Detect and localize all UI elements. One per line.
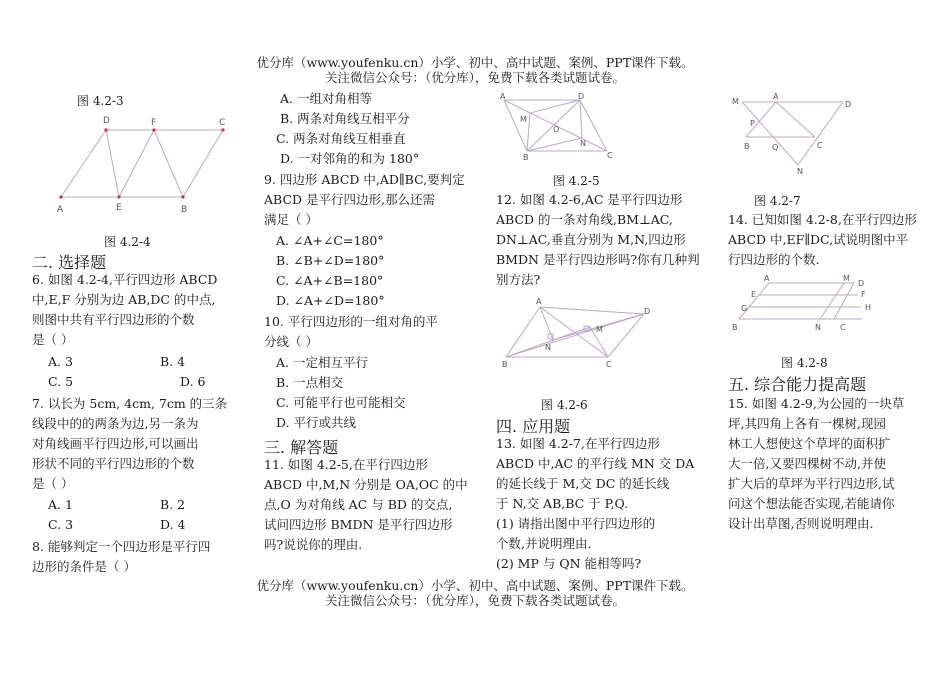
option-b: B. 两条对角线互相平分 (280, 111, 410, 126)
option-c: C. 可能平行也可能相交 (276, 395, 406, 410)
label-P: P (750, 119, 755, 128)
option-d: D. 一对邻角的和为 180° (280, 151, 420, 166)
label-B: B (502, 360, 508, 369)
option-a: A. 一组对角相等 (280, 91, 372, 106)
question-line: 6. 如图 4.2-4,平行四边形 ABCD (32, 272, 218, 287)
label-H: H (865, 303, 872, 312)
question-line: 问这个想法能否实现,若能请你 (728, 496, 895, 511)
section-heading-application: 四. 应用题 (496, 417, 571, 436)
question-line: 9. 四边形 ABCD 中,AD∥BC,要判定 (264, 172, 465, 187)
question-line: 设计出草图,否则说明理由. (728, 516, 874, 531)
option-d: D. 平行或共线 (276, 415, 357, 430)
label-G: G (741, 304, 748, 313)
label-A: A (57, 205, 64, 215)
question-line: 大一倍,又要四棵树不动,并使 (728, 456, 886, 471)
label-A: A (773, 92, 779, 101)
option-a: A. ∠A+∠C=180° (276, 233, 384, 248)
label-C: C (607, 151, 613, 160)
question-line: 对角线画平行四边形,可以画出 (32, 436, 199, 451)
question-line: (1) 请指出图中平行四边形的 (496, 516, 656, 531)
figure-4-2-5 (494, 90, 624, 162)
label-C: C (817, 141, 823, 150)
question-line: 于 N,交 AB,BC 于 P,Q. (496, 496, 629, 511)
figure-4-2-6 (496, 295, 656, 373)
label-O: O (553, 125, 560, 134)
option-c: C. ∠A+∠B=180° (276, 273, 384, 288)
label-B: B (744, 142, 750, 151)
question-line: 7. 以长为 5cm, 4cm, 7cm 的三条 (32, 396, 228, 411)
question-line: 的延长线于 M,交 DC 的延长线 (496, 476, 670, 491)
question-line: 分线（ ） (264, 334, 318, 349)
question-line: 形状不同的平行四边形的个数 (32, 456, 195, 471)
label-N: N (797, 167, 803, 176)
question-line: 8. 能够判定一个四边形是平行四 (32, 539, 211, 554)
section-heading-comprehensive: 五. 综合能力提高题 (728, 375, 867, 394)
question-line: 10. 平行四边形的一组对角的平 (264, 314, 438, 329)
option-c: C. 3 (48, 517, 74, 532)
question-line: 个数,并说明理由. (496, 536, 592, 551)
figure-caption-4-2-7: 图 4.2-7 (754, 194, 801, 208)
option-c: C. 5 (48, 374, 74, 389)
label-A: A (764, 274, 770, 283)
question-line: 12. 如图 4.2-6,AC 是平行四边形 (496, 192, 683, 207)
option-b: B. 2 (160, 497, 186, 512)
label-B: B (732, 323, 738, 332)
option-a: A. 一定相互平行 (276, 355, 368, 370)
question-line: 试问四边形 BMDN 是平行四边形 (264, 517, 453, 532)
label-M: M (843, 274, 850, 283)
label-D: D (103, 116, 110, 126)
figure-4-2-8 (730, 272, 880, 342)
header-line-2: 关注微信公众号：（优分库），免费下载各类试题试卷。 (324, 70, 625, 85)
question-line: ABCD 中,AC 的平行线 MN 交 DA (496, 456, 695, 471)
label-D: D (578, 92, 585, 101)
question-line: (2) MP 与 QN 能相等吗? (496, 556, 642, 571)
label-C: C (840, 323, 846, 332)
question-line: 林工人想使这个草坪的面积扩 (728, 436, 891, 451)
question-line: ABCD 的一条对角线,BM⊥AC, (496, 212, 673, 227)
figure-4-2-4 (50, 112, 240, 217)
label-A: A (500, 92, 506, 101)
label-A: A (536, 297, 542, 306)
question-line: 是（ ） (32, 476, 74, 491)
label-M: M (596, 325, 603, 334)
question-line: 15. 如图 4.2-9,为公园的一块草 (728, 396, 905, 411)
question-line: 坪,其四角上各有一棵树,现园 (728, 416, 886, 431)
question-line: DN⊥AC,垂直分别为 M,N,四边形 (496, 232, 686, 247)
figure-caption-4-2-3: 图 4.2-3 (77, 94, 124, 108)
question-line: 13. 如图 4.2-7,在平行四边形 (496, 436, 660, 451)
option-c: C. 两条对角线互相垂直 (276, 131, 406, 146)
question-line: 扩大后的草坪为平行四边形,试 (728, 476, 895, 491)
question-line: 点,O 为对角线 AC 与 BD 的交点, (264, 497, 453, 512)
question-line: ABCD 中,M,N 分别是 OA,OC 的中 (264, 477, 468, 492)
option-b: B. ∠B+∠D=180° (276, 253, 385, 268)
section-heading-choice: 二. 选择题 (32, 253, 107, 272)
question-line: 11. 如图 4.2-5,在平行四边形 (264, 457, 428, 472)
footer-line-2: 关注微信公众号：（优分库），免费下载各类试题试卷。 (324, 593, 625, 608)
option-a: A. 1 (48, 497, 73, 512)
label-F: F (861, 290, 866, 299)
question-line: ABCD 是平行四边形,那么还需 (264, 192, 435, 207)
question-line: 吗?说说你的理由. (264, 537, 363, 552)
question-line: 中,E,F 分别为边 AB,DC 的中点, (32, 292, 216, 307)
label-D: D (644, 307, 651, 316)
question-line: 边形的条件是（ ） (32, 559, 136, 574)
question-line: 别方法? (496, 272, 541, 287)
label-M: M (520, 115, 527, 124)
label-B: B (181, 205, 188, 215)
option-d: D. 6 (180, 374, 206, 389)
question-line: 行四边形的个数. (728, 252, 820, 267)
question-line: BMDN 是平行四边形吗?你有几种判 (496, 252, 700, 267)
figure-caption-4-2-6: 图 4.2-6 (541, 398, 588, 412)
option-d: D. ∠A+∠D=180° (276, 293, 385, 308)
figure-4-2-7 (728, 90, 863, 178)
label-N: N (580, 139, 586, 148)
label-E: E (116, 203, 122, 213)
question-line: 满足（ ） (264, 212, 318, 227)
question-line: 是（ ） (32, 332, 74, 347)
footer-line-1: 优分库（www.youfenku.cn）小学、初中、高中试题、案例、PPT课件下载。 (256, 578, 694, 593)
header-line-1: 优分库（www.youfenku.cn）小学、初中、高中试题、案例、PPT课件下载。 (256, 55, 694, 70)
question-line: 14. 已知如图 4.2-8,在平行四边形 (728, 212, 917, 227)
question-line: ABCD 中,EF∥DC,试说明图中平 (728, 232, 909, 247)
figure-caption-4-2-5: 图 4.2-5 (553, 174, 600, 188)
label-N: N (815, 323, 821, 332)
label-N: N (545, 343, 551, 352)
label-B: B (523, 153, 529, 162)
option-b: B. 一点相交 (276, 375, 344, 390)
section-heading-answer: 三. 解答题 (264, 438, 339, 457)
label-E: E (751, 290, 757, 299)
question-line: 则图中共有平行四边形的个数 (32, 312, 195, 327)
label-D: D (845, 100, 852, 109)
question-line: 线段中的的两条为边,另一条为 (32, 416, 199, 431)
label-D: D (858, 279, 865, 288)
label-F: F (151, 118, 157, 128)
option-a: A. 3 (48, 354, 73, 369)
figure-caption-4-2-8: 图 4.2-8 (781, 356, 828, 370)
option-b: B. 4 (160, 354, 186, 369)
label-C: C (606, 360, 612, 369)
label-C: C (219, 118, 226, 128)
option-d: D. 4 (160, 517, 186, 532)
label-Q: Q (772, 143, 779, 152)
label-M: M (732, 97, 739, 106)
figure-caption-4-2-4: 图 4.2-4 (104, 235, 151, 249)
